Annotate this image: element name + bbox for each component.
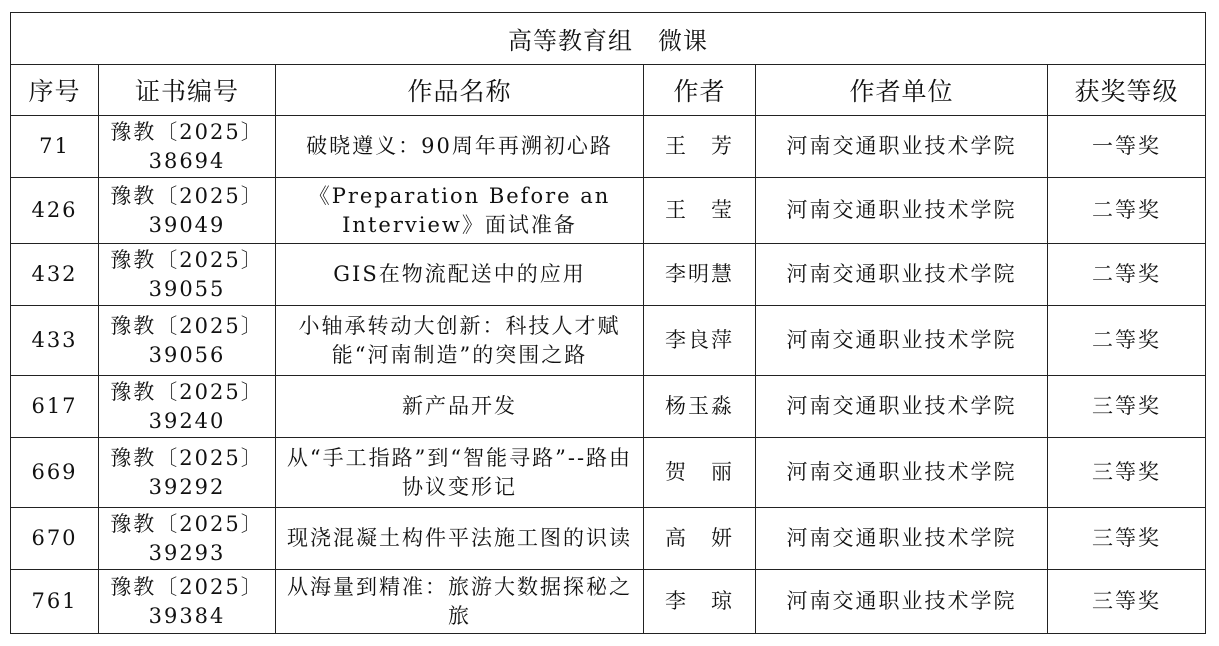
cell-level: 三等奖 [1048, 438, 1206, 508]
cert-number: 39384 [148, 603, 226, 628]
cell-cert [99, 178, 276, 244]
cell-unit: 河南交通职业技术学院 [756, 306, 1048, 376]
cell-no: 669 [11, 438, 99, 508]
cell-unit: 河南交通职业技术学院 [756, 244, 1048, 306]
table-row [11, 438, 1206, 508]
cell-no: 432 [11, 244, 99, 306]
cell-level: 三等奖 [1048, 376, 1206, 438]
cell-author: 高 妍 [644, 508, 756, 570]
cert-prefix: 豫教〔2025〕 [110, 247, 264, 272]
cell-unit: 河南交通职业技术学院 [756, 178, 1048, 244]
cell-cert [99, 244, 276, 306]
cert-number: 39292 [148, 474, 226, 499]
cell-cert [99, 306, 276, 376]
cell-title: 破晓遵义：90周年再溯初心路 [276, 116, 644, 178]
cell-cert [99, 116, 276, 178]
cell-title: 从“手工指路”到“智能寻路”--路由协议变形记 [276, 438, 644, 508]
cert-number: 39049 [148, 212, 226, 237]
cert-prefix: 豫教〔2025〕 [110, 574, 264, 599]
header-no: 序号 [11, 65, 99, 116]
header-row [11, 65, 1206, 116]
cell-unit: 河南交通职业技术学院 [756, 508, 1048, 570]
cell-title: 现浇混凝土构件平法施工图的识读 [276, 508, 644, 570]
cell-level: 三等奖 [1048, 508, 1206, 570]
header-author: 作者 [644, 65, 756, 116]
table-row [11, 508, 1206, 570]
cert-prefix: 豫教〔2025〕 [110, 183, 264, 208]
table-row [11, 570, 1206, 634]
cell-level: 二等奖 [1048, 306, 1206, 376]
cell-author: 李 琼 [644, 570, 756, 634]
cell-cert [99, 376, 276, 438]
cert-prefix: 豫教〔2025〕 [110, 379, 264, 404]
cell-level: 三等奖 [1048, 570, 1206, 634]
cert-prefix: 豫教〔2025〕 [110, 119, 264, 144]
cell-level: 二等奖 [1048, 178, 1206, 244]
table-row [11, 116, 1206, 178]
cell-level: 二等奖 [1048, 244, 1206, 306]
cell-author: 杨玉淼 [644, 376, 756, 438]
cert-number: 39056 [148, 342, 226, 367]
cell-author: 贺 丽 [644, 438, 756, 508]
table-row [11, 244, 1206, 306]
cell-title: 从海量到精准：旅游大数据探秘之旅 [276, 570, 644, 634]
cert-number: 39055 [148, 276, 226, 301]
cell-cert [99, 508, 276, 570]
cell-no: 670 [11, 508, 99, 570]
cert-prefix: 豫教〔2025〕 [110, 445, 264, 470]
header-unit: 作者单位 [756, 65, 1048, 116]
cell-no: 71 [11, 116, 99, 178]
title-row [11, 13, 1206, 65]
cell-no: 433 [11, 306, 99, 376]
cell-author: 王 莹 [644, 178, 756, 244]
cell-author: 王 芳 [644, 116, 756, 178]
cell-author: 李明慧 [644, 244, 756, 306]
cell-title: 《Preparation Before an Interview》面试准备 [276, 178, 644, 244]
header-level: 获奖等级 [1048, 65, 1206, 116]
cell-unit: 河南交通职业技术学院 [756, 438, 1048, 508]
table-row [11, 306, 1206, 376]
cell-no: 617 [11, 376, 99, 438]
cell-author: 李良萍 [644, 306, 756, 376]
cert-number: 39293 [148, 540, 226, 565]
table-title: 高等教育组 微课 [11, 13, 1206, 65]
cert-number: 39240 [148, 408, 226, 433]
header-title: 作品名称 [276, 65, 644, 116]
cell-unit: 河南交通职业技术学院 [756, 570, 1048, 634]
table-row [11, 376, 1206, 438]
table-row [11, 178, 1206, 244]
cell-level: 一等奖 [1048, 116, 1206, 178]
cell-no: 761 [11, 570, 99, 634]
header-cert: 证书编号 [99, 65, 276, 116]
cert-prefix: 豫教〔2025〕 [110, 511, 264, 536]
cell-cert [99, 570, 276, 634]
cell-no: 426 [11, 178, 99, 244]
cell-unit: 河南交通职业技术学院 [756, 376, 1048, 438]
awards-table [10, 12, 1206, 634]
cell-unit: 河南交通职业技术学院 [756, 116, 1048, 178]
cell-title: GIS在物流配送中的应用 [276, 244, 644, 306]
cell-title: 新产品开发 [276, 376, 644, 438]
cell-title: 小轴承转动大创新：科技人才赋能“河南制造”的突围之路 [276, 306, 644, 376]
cert-number: 38694 [148, 148, 226, 173]
cert-prefix: 豫教〔2025〕 [110, 313, 264, 338]
cell-cert [99, 438, 276, 508]
